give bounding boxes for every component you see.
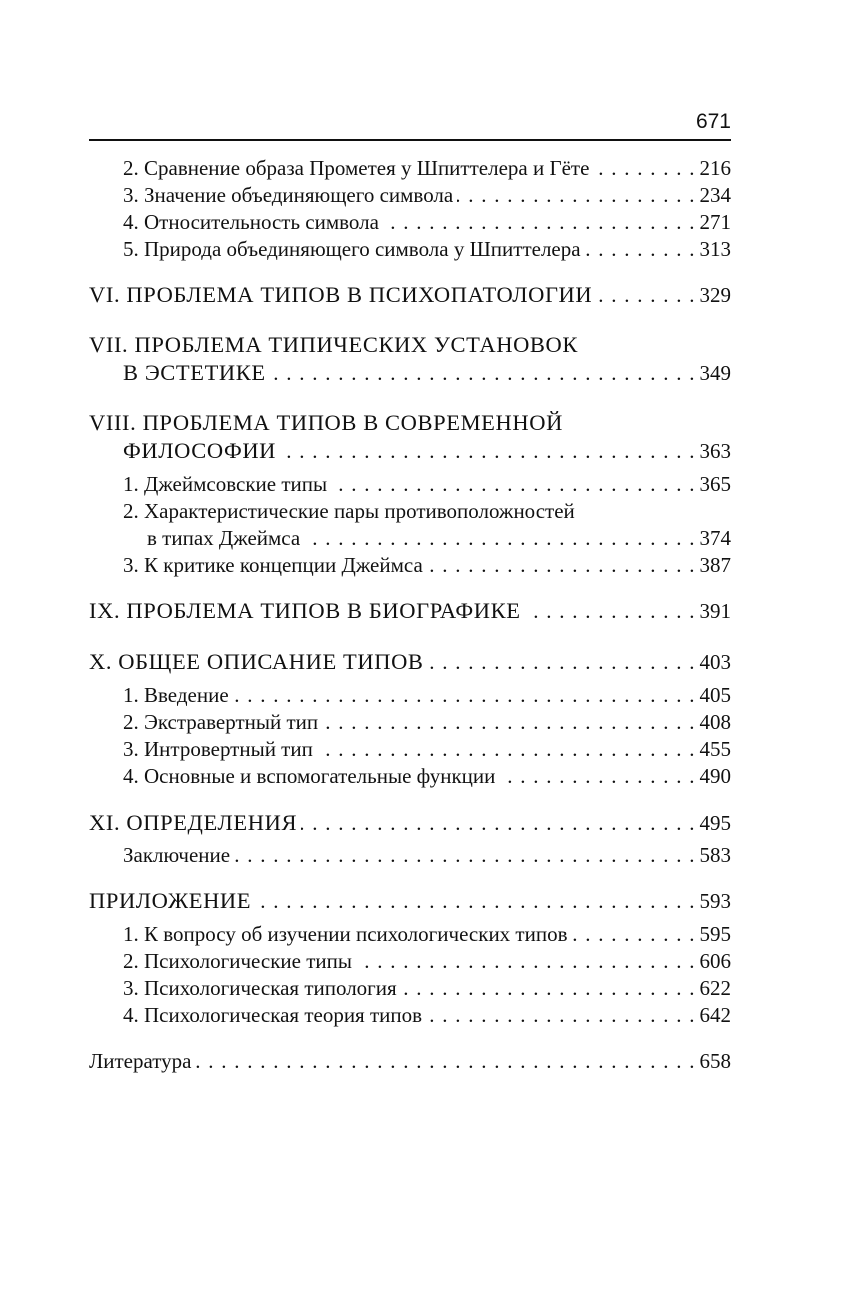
toc-entry-label: В ЭСТЕТИКЕ <box>123 360 266 385</box>
leader-dots <box>317 737 695 762</box>
toc-entry-page: 363 <box>699 439 731 463</box>
toc-entry-chapter-10-section-4 <box>123 764 731 789</box>
toc-entry-page: 495 <box>699 811 731 835</box>
toc-entry-page: 365 <box>699 472 731 496</box>
toc-entry-page: 593 <box>699 889 731 913</box>
toc-entry-page: 349 <box>699 361 731 385</box>
toc-entry-label: в типах Джеймса <box>147 526 301 550</box>
toc-entry-label: 2. Экстравертный тип <box>123 710 319 734</box>
toc-entry-literature <box>89 1049 731 1074</box>
leader-dots <box>195 1049 694 1074</box>
toc-entry-page: 658 <box>699 1049 731 1073</box>
toc-entry-label: 1. Введение <box>123 683 229 707</box>
toc-entry-label: Литература <box>89 1049 192 1073</box>
toc-entry-page: 490 <box>699 764 731 788</box>
leader-dots <box>233 683 695 708</box>
toc-entry-page: 583 <box>699 843 731 867</box>
toc-entry-label: 2. Психологические типы <box>123 949 352 973</box>
toc-chapter-8-section-2-title-line: 2. Характеристические пары противоположностей <box>123 499 575 523</box>
toc-chapter-7-title-line: VII. ПРОБЛЕМА ТИПИЧЕСКИХ УСТАНОВОК <box>89 332 578 357</box>
leader-dots <box>525 599 695 624</box>
leader-dots <box>572 922 695 947</box>
leader-dots <box>356 949 695 974</box>
toc-entry-chapter-10-section-2 <box>123 710 731 735</box>
toc-entry-section-2 <box>123 156 731 181</box>
toc-entry-label: VI. ПРОБЛЕМА ТИПОВ В ПСИХОПАТОЛОГИИ <box>89 282 593 307</box>
toc-entry-page: 403 <box>699 650 731 674</box>
toc-entry-appendix-3 <box>123 976 731 1001</box>
toc-entry-label: 2. Сравнение образа Прометея у Шпиттелера и Гёте <box>123 156 590 180</box>
header-rule <box>89 139 731 141</box>
leader-dots <box>304 526 694 551</box>
leader-dots <box>457 183 694 208</box>
toc-entry-label: 4. Относительность символа <box>123 210 379 234</box>
toc-entry-chapter-7 <box>123 360 731 386</box>
toc-entry-label: 1. К вопросу об изучении психологических типов <box>123 922 568 946</box>
page-number: 671 <box>695 110 731 133</box>
toc-entry-chapter-10-section-1 <box>123 683 731 708</box>
leader-dots <box>301 811 694 836</box>
toc-entry-label: XI. ОПРЕДЕЛЕНИЯ <box>89 810 298 835</box>
toc-entry-section-5 <box>123 237 731 262</box>
toc-entry-chapter-8-section-1 <box>123 472 731 497</box>
toc-entry-appendix-4 <box>123 1003 731 1028</box>
toc-entry-label: 3. Психологическая типология <box>123 976 397 1000</box>
toc-entry-page: 216 <box>699 156 731 180</box>
toc-entry-page: 329 <box>699 283 731 307</box>
leader-dots <box>383 210 695 235</box>
leader-dots <box>426 1003 694 1028</box>
toc-entry-page: 455 <box>699 737 731 761</box>
toc-entry-chapter-8 <box>123 438 731 464</box>
toc-entry-chapter-6 <box>89 282 731 308</box>
toc-entry-page: 408 <box>699 710 731 734</box>
leader-dots <box>596 283 694 308</box>
toc-entry-label: X. ОБЩЕЕ ОПИСАНИЕ ТИПОВ <box>89 649 424 674</box>
toc-entry-label: ПРИЛОЖЕНИЕ <box>89 888 252 913</box>
toc-entry-label: 3. Значение объединяющего символа <box>123 183 454 207</box>
toc-entry-page: 595 <box>699 922 731 946</box>
toc-entry-chapter-10-section-3 <box>123 737 731 762</box>
toc-entry-label: 3. Интровертный тип <box>123 737 313 761</box>
toc-entry-page: 234 <box>699 183 731 207</box>
toc-entry-label: 3. К критике концепции Джеймса <box>123 553 423 577</box>
toc-entry-chapter-9 <box>89 598 731 624</box>
toc-entry-appendix-1 <box>123 922 731 947</box>
toc-entry-label: 4. Основные и вспомогательные функции <box>123 764 496 788</box>
toc-entry-label: 5. Природа объединяющего символа у Шпиттелера <box>123 237 581 261</box>
toc-entry-chapter-11 <box>89 810 731 836</box>
toc-entry-page: 391 <box>699 599 731 623</box>
toc-entry-page: 313 <box>699 237 731 261</box>
toc-entry-conclusion <box>123 843 731 868</box>
toc-entry-section-3 <box>123 183 731 208</box>
leader-dots <box>331 472 694 497</box>
leader-dots <box>593 156 694 181</box>
toc-entry-label: ФИЛОСОФИИ <box>123 438 277 463</box>
toc-entry-page: 405 <box>699 683 731 707</box>
toc-entry-chapter-8-section-2 <box>147 526 731 551</box>
leader-dots <box>427 553 695 578</box>
leader-dots <box>280 439 694 464</box>
leader-dots <box>322 710 694 735</box>
leader-dots <box>499 764 694 789</box>
toc-entry-section-4 <box>123 210 731 235</box>
toc-entry-chapter-10 <box>89 649 731 675</box>
toc-entry-appendix-2 <box>123 949 731 974</box>
toc-entry-page: 622 <box>699 976 731 1000</box>
toc-entry-label: 4. Психологическая теория типов <box>123 1003 423 1027</box>
toc-entry-appendix <box>89 888 731 914</box>
leader-dots <box>255 889 694 914</box>
toc-entry-label: 1. Джеймсовские типы <box>123 472 328 496</box>
toc-chapter-8-title-line: VIII. ПРОБЛЕМА ТИПОВ В СОВРЕМЕННОЙ <box>89 410 563 435</box>
leader-dots <box>428 650 695 675</box>
leader-dots <box>234 843 694 868</box>
toc-entry-page: 606 <box>699 949 731 973</box>
leader-dots <box>401 976 695 1001</box>
toc-entry-label: Заключение <box>123 843 231 867</box>
toc-entry-page: 387 <box>699 553 731 577</box>
leader-dots <box>270 361 695 386</box>
toc-entry-page: 271 <box>699 210 731 234</box>
toc-entry-page: 642 <box>699 1003 731 1027</box>
toc-entry-label: IX. ПРОБЛЕМА ТИПОВ В БИОГРАФИКЕ <box>89 598 521 623</box>
leader-dots <box>585 237 695 262</box>
toc-entry-page: 374 <box>699 526 731 550</box>
toc-entry-chapter-8-section-3 <box>123 553 731 578</box>
